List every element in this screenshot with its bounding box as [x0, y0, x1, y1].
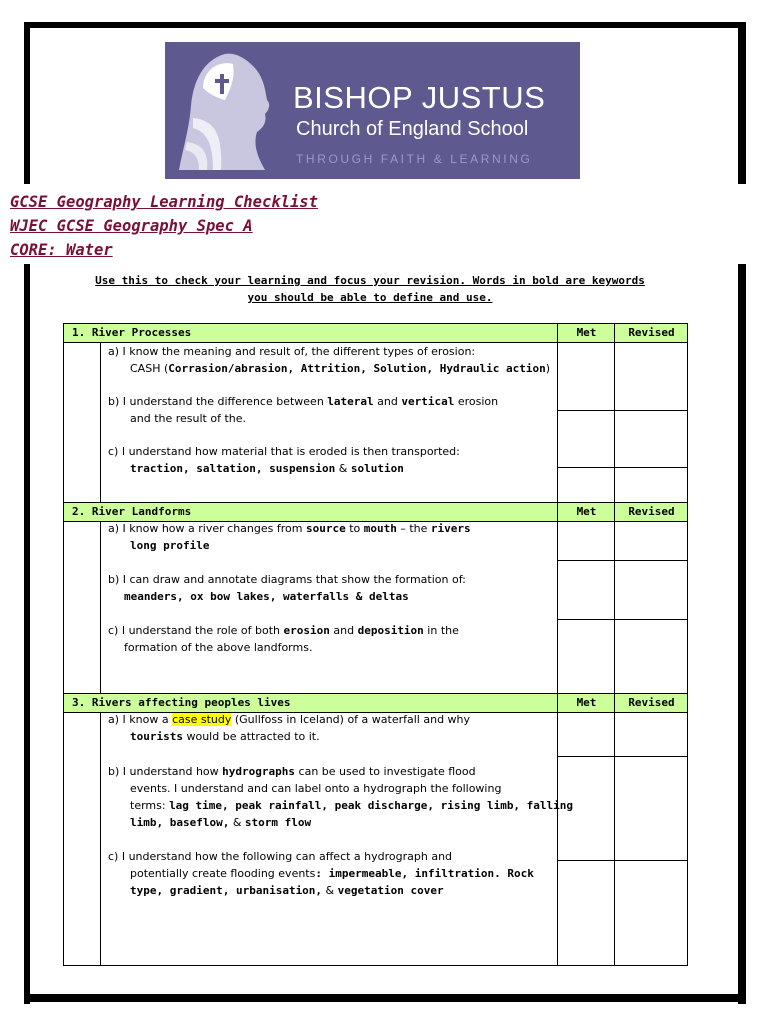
section-1-title: 1. River Processes [72, 326, 192, 339]
met-column-header: Met [557, 694, 615, 712]
school-logo [165, 42, 580, 179]
section-2-title: 2. River Landforms [72, 505, 192, 518]
section-2-header [64, 502, 687, 522]
intro-line-1: Use this to check your learning and focus your revision. Words in bold are keywords [95, 274, 645, 287]
frame-right [738, 22, 746, 184]
frame-right-lower [738, 264, 746, 1004]
section-1-item-c: c) I understand how material that is eroded is then transported: traction, saltation, suspension & solution [108, 445, 460, 475]
section-3-table [63, 693, 688, 966]
title-core: CORE: Water [10, 241, 113, 259]
title-spec: WJEC GCSE Geography Spec A [10, 217, 253, 235]
section-3-item-b: b) I understand how hydrographs can be used to investigate flood events. I understand and can label onto a hydrograph the following terms: lag time, peak rainfall, peak discharge, rising limb, falling limb, baseflow, & storm flow [108, 765, 574, 829]
logo-name: BISHOP JUSTUS [293, 80, 546, 115]
frame-left [24, 22, 30, 184]
section-3-item-a: a) I know a case study (Gullfoss in Iceland) of a waterfall and why tourists would be attracted to it. [108, 713, 471, 743]
frame-top [24, 22, 746, 28]
met-column-header: Met [557, 503, 615, 521]
section-1-item-a: a) I know the meaning and result of, the different types of erosion: CASH (Corrasion/abrasion, Attrition, Solution, Hydraulic action) [108, 345, 551, 375]
revised-column-header: Revised [614, 503, 688, 521]
highlighted-case-study: case study [172, 713, 232, 726]
frame-bottom [24, 994, 746, 1002]
intro-text [90, 272, 650, 306]
section-2-item-a: a) I know how a river changes from source to mouth – the rivers long profile [108, 522, 471, 552]
logo-school: Church of England School [296, 118, 529, 140]
logo-motto: THROUGH FAITH & LEARNING [296, 152, 533, 166]
met-column-header: Met [557, 324, 615, 342]
section-1-table [63, 323, 688, 502]
bishop-head-icon [173, 48, 283, 176]
section-3-title: 3. Rivers affecting peoples lives [72, 696, 291, 709]
title-checklist: GCSE Geography Learning Checklist [10, 193, 318, 211]
revised-column-header: Revised [614, 324, 688, 342]
section-2-item-c: c) I understand the role of both erosion and deposition in the formation of the above landforms. [108, 624, 459, 654]
section-1-header [64, 323, 687, 343]
section-2-item-b: b) I can draw and annotate diagrams that show the formation of: meanders, ox bow lakes, waterfalls & deltas [108, 573, 466, 603]
section-2-table [63, 502, 688, 693]
intro-line-2: you should be able to define and use. [247, 291, 493, 304]
revised-column-header: Revised [614, 694, 688, 712]
section-1-item-b: b) I understand the difference between lateral and vertical erosion and the result of the. [108, 395, 499, 425]
frame-left-lower [24, 264, 30, 1004]
section-3-item-c: c) I understand how the following can affect a hydrograph and potentially create flooding events: impermeable, infiltration. Rock type, gradient, urbanisation, & vegetation cover [108, 850, 534, 897]
section-3-header [64, 693, 687, 713]
